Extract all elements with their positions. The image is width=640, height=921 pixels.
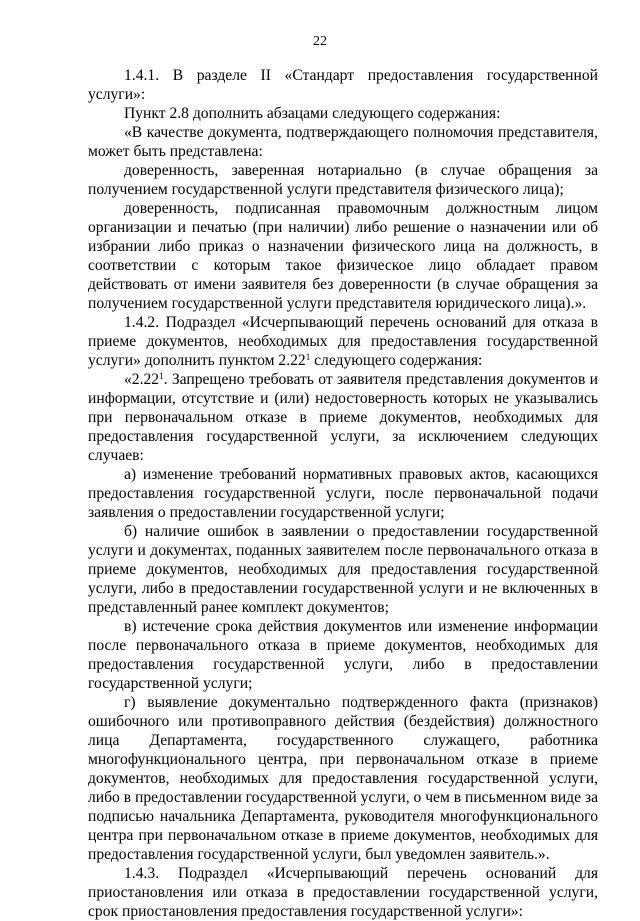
paragraph-1-4-2 [88, 313, 598, 370]
paragraph-1-4-2-sup: 1 [305, 352, 311, 362]
paragraph-case-v: в) истечение срока действия документов или изменение информации после первоначального отказа в приеме документов, необходимых для предоставления государственной услуги, либо в предоставлении государственной услуги; [88, 618, 598, 692]
paragraph-case-a: а) изменение требований нормативных правовых актов, касающихся предоставления государственной услуги, после первоначальной подачи заявления о предоставлении государственной услуги; [88, 466, 598, 521]
paragraph-2-22-1-sup: 1 [159, 371, 164, 381]
page-number: 22 [313, 34, 327, 49]
paragraph-case-g: г) выявление документально подтвержденного факта (признаков) ошибочного или противоправного действия (бездействия) должностного лица Департамента, государственного служащего, работника многофункционального центра, при первоначальном отказе в приеме документов, необходимых для предоставления государственной услуги, либо в предоставлении государственной услуги, о чем в письменном виде за подписью начальника Департамента, руководителя многофункционального центра при первоначальном отказе в приеме документов, необходимых для предоставления государственной услуги, был уведомлен заявитель.». [88, 694, 599, 863]
paragraph-1-4-2-post: следующего содержания: [310, 352, 483, 369]
document-body [88, 66, 598, 921]
paragraph-notarized-power: доверенность, заверенная нотариально (в случае обращения за получением государственной услуги представителя физического лица); [88, 162, 598, 198]
paragraph-case-b: б) наличие ошибок в заявлении о предоставлении государственной услуги и документах, поданных заявителем после первоначального отказа в приеме документов, необходимых для предоставления государственной услуги, либо в предоставлении государственной услуги и не включенных в представленный ранее комплект документов; [88, 523, 598, 616]
paragraph-signed-power: доверенность, подписанная правомочным должностным лицом организации и печатью (при наличии) либо решение о назначении или об избрании либо приказ о назначении физического лица на должность, в соответствии с которым такое физическое лицо обладает правом действовать от имени заявителя без доверенности (в случае обращения за получением государственной услуги представителя юридического лица).». [88, 200, 598, 312]
paragraph-item-2-8: Пункт 2.8 дополнить абзацами следующего содержания: [124, 105, 501, 122]
paragraph-2-22-1-pre: «2.22 [124, 371, 160, 388]
paragraph-1-4-2-pre: 1.4.2. Подраздел «Исчерпывающий перечень оснований для отказа в приеме документов, необходимых для предоставления государственной услуги» дополнить пунктом 2.22 [88, 314, 598, 369]
paragraph-representative-doc: «В качестве документа, подтверждающего полномочия представителя, может быть представлена: [88, 124, 598, 160]
paragraph-2-22-1-post: . Запрещено требовать от заявителя представления документов и информации, отсутствие и (или) недостоверность которых не указывались при первоначальном отказе в приеме документов, необходимых для предоставления государственной услуги, за исключением следующих случаев: [88, 371, 598, 464]
paragraph-1-4-1: 1.4.1. В разделе II «Стандарт предоставления государственной услуги»: [88, 67, 598, 103]
paragraph-2-22-1 [88, 370, 598, 465]
paragraph-1-4-3: 1.4.3. Подраздел «Исчерпывающий перечень оснований для приостановления или отказа в предоставлении государственной услуги, срок приостановления предоставления государственной услуги»: [88, 865, 598, 920]
